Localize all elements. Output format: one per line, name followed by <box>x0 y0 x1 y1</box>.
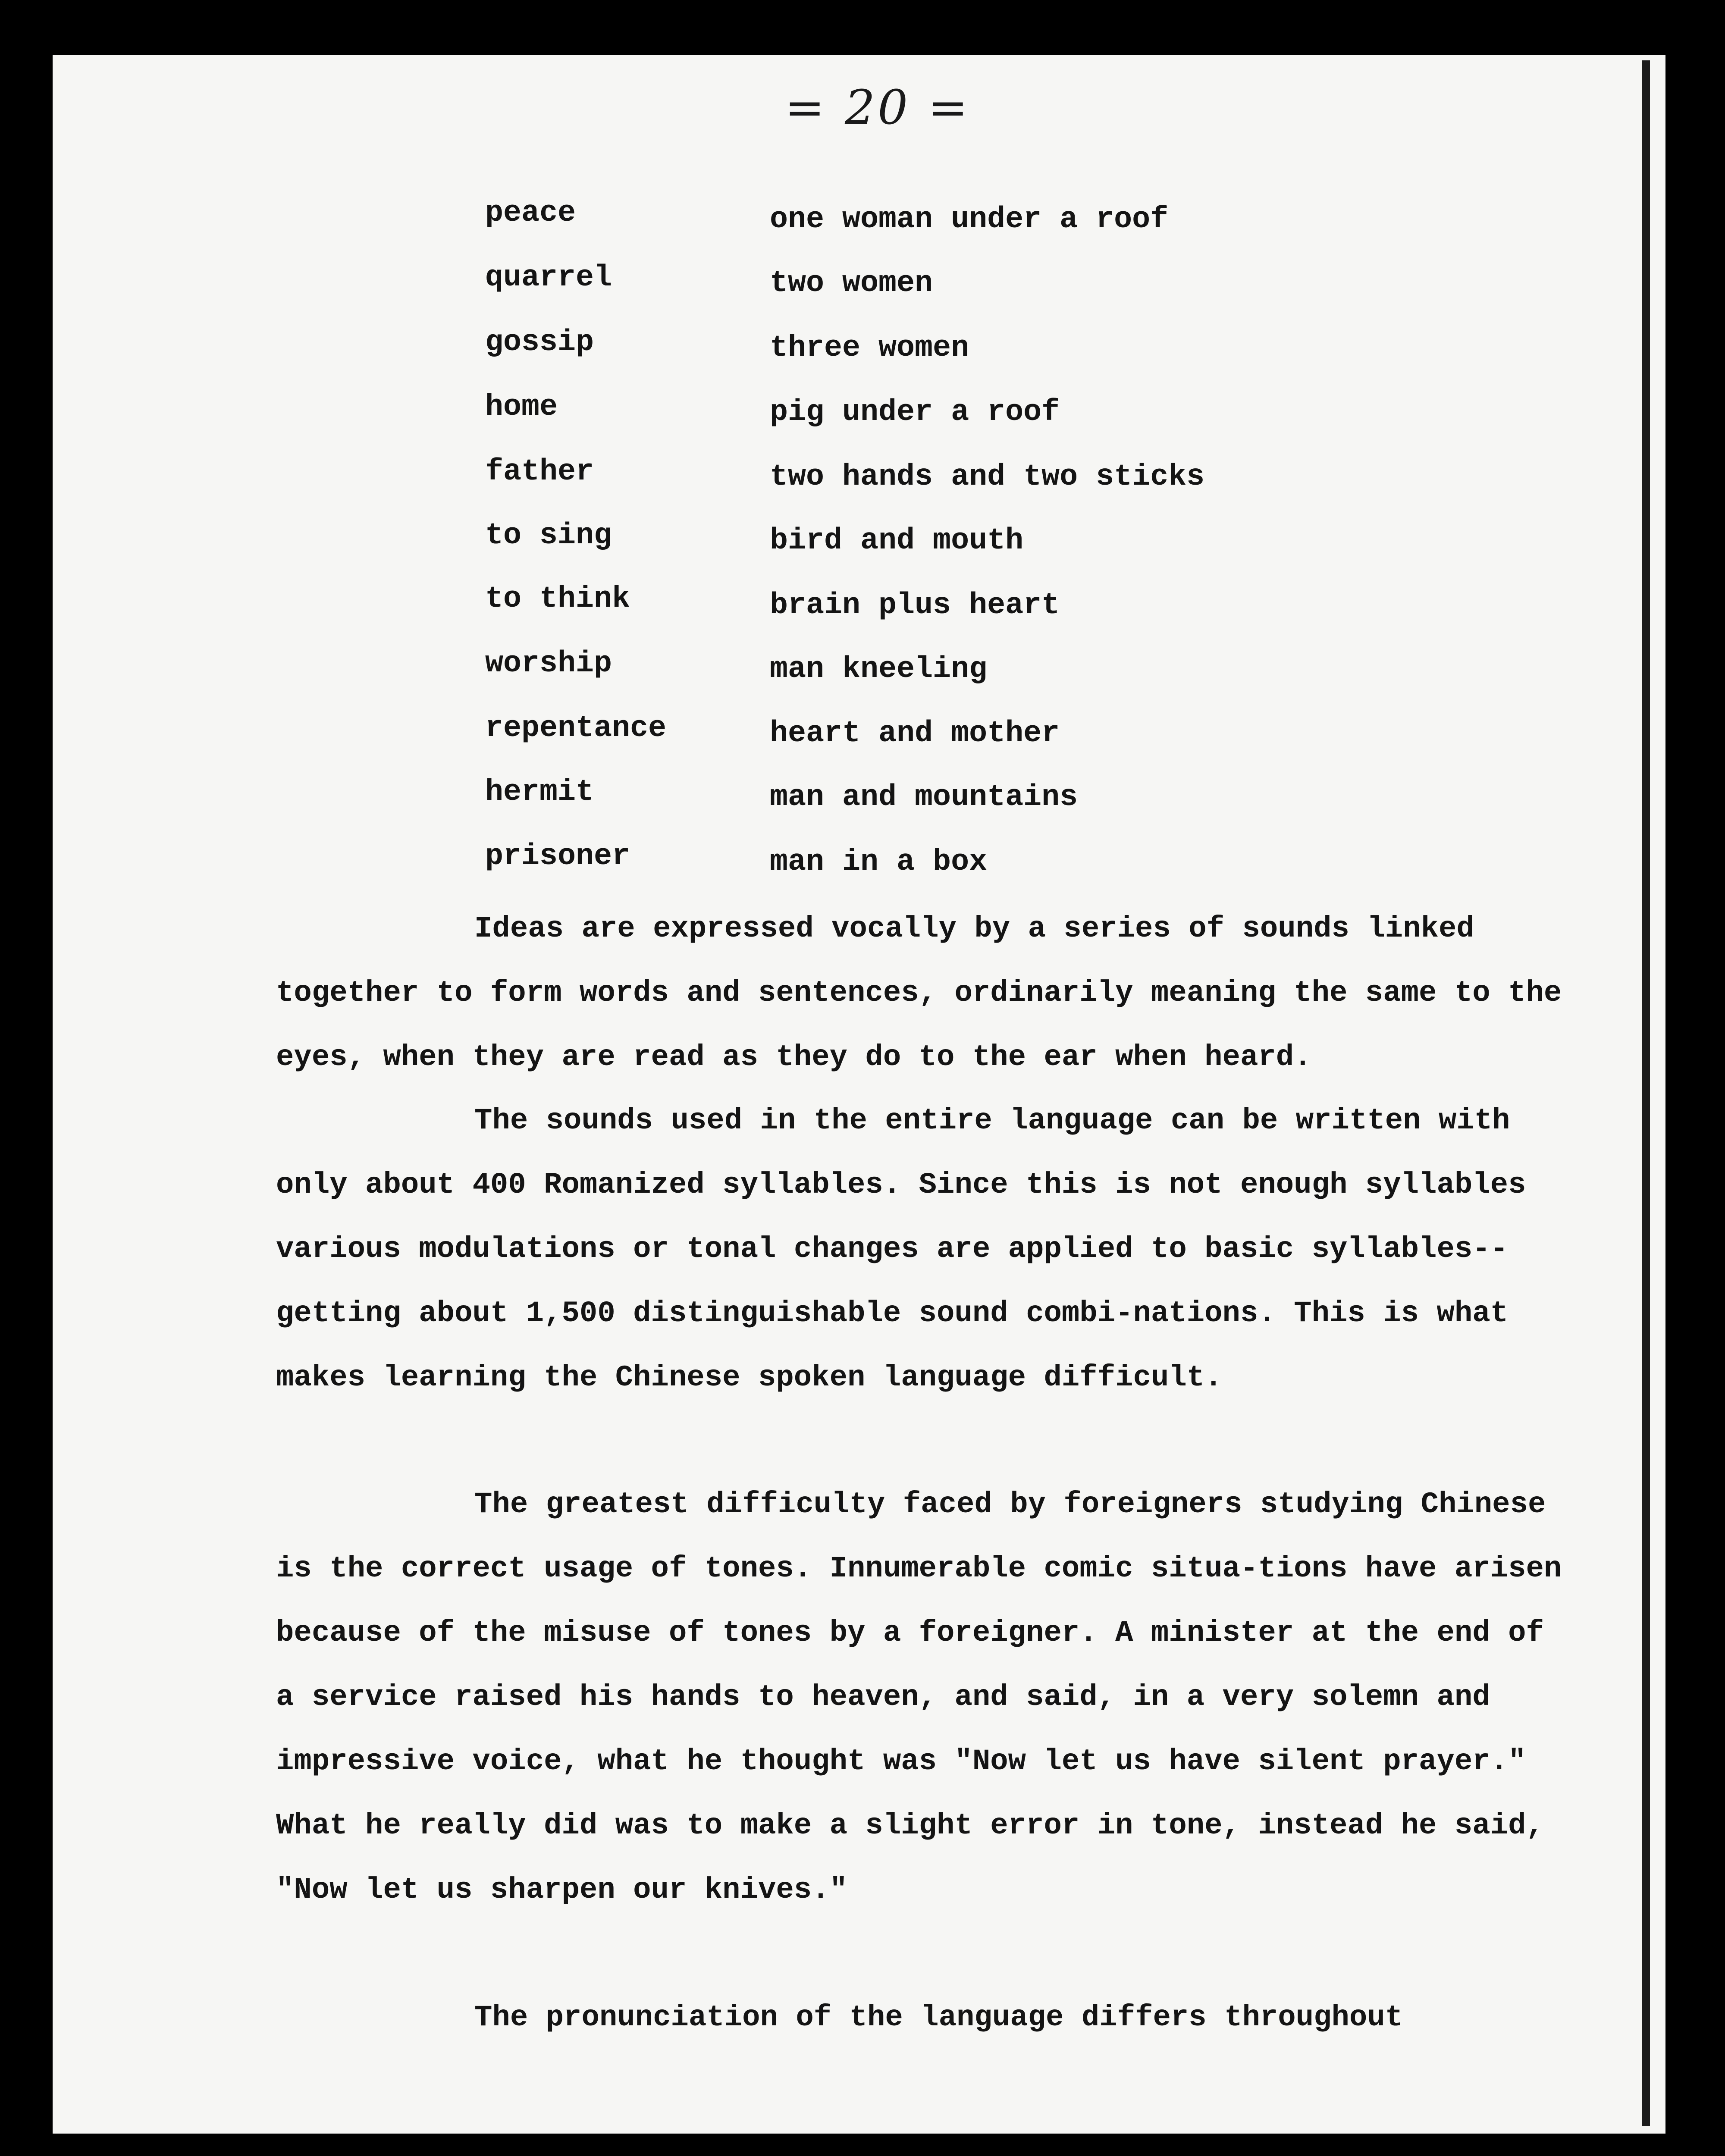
glossary-term: hermit <box>485 775 594 809</box>
glossary-meaning: man in a box <box>770 845 988 879</box>
glossary-term: peace <box>485 196 576 230</box>
body-paragraph: Ideas are expressed vocally by a series of sounds linked together to form words and sentences, ordinarily meaning the same to the eyes, when they are read as they do to the ear when heard. <box>276 912 1562 1074</box>
body-paragraph: The pronunciation of the language differs throughout <box>474 2001 1403 2034</box>
glossary-term: to think <box>485 582 630 616</box>
page-shadow-edge <box>1642 60 1650 2126</box>
glossary-term: gossip <box>485 326 594 360</box>
glossary-term: home <box>485 390 558 424</box>
page-number: = 20 = <box>785 80 971 135</box>
glossary-term: prisoner <box>485 840 630 874</box>
glossary-term: to sing <box>485 519 612 553</box>
glossary-term: father <box>485 455 594 489</box>
glossary-meaning: one woman under a roof <box>770 203 1169 237</box>
glossary-meaning: two hands and two sticks <box>770 460 1205 494</box>
body-paragraph: The sounds used in the entire language can be written with only about 400 Romanized syllables. Since this is not enough syllables various modulations or tonal changes are applied to basic syllables--getting about 1,500 distinguishable sound combi-nations. This is what makes learning the Chinese spoken language difficult. <box>276 1104 1526 1395</box>
glossary-meaning: man and mountains <box>770 780 1078 815</box>
glossary-meaning: two women <box>770 266 933 301</box>
body-paragraph: The greatest difficulty faced by foreigners studying Chinese is the correct usage of tones. Innumerable comic situa-tions have arisen because of the misuse of tones by a foreigner. A minister at the end of a service raised his hands to heaven, and said, in a very solemn and impressive voice, what he thought was "Now let us have silent prayer." What he really did was to make a slight error in tone, instead he said, "Now let us sharpen our knives." <box>276 1488 1562 1907</box>
glossary-term: repentance <box>485 711 667 746</box>
glossary-meaning: pig under a roof <box>770 395 1060 429</box>
glossary-meaning: three women <box>770 331 969 365</box>
glossary-meaning: heart and mother <box>770 717 1060 751</box>
glossary-meaning: bird and mouth <box>770 524 1024 558</box>
glossary-meaning: brain plus heart <box>770 589 1060 623</box>
glossary-term: quarrel <box>485 261 612 295</box>
glossary-term: worship <box>485 647 612 681</box>
glossary-meaning: man kneeling <box>770 652 988 686</box>
